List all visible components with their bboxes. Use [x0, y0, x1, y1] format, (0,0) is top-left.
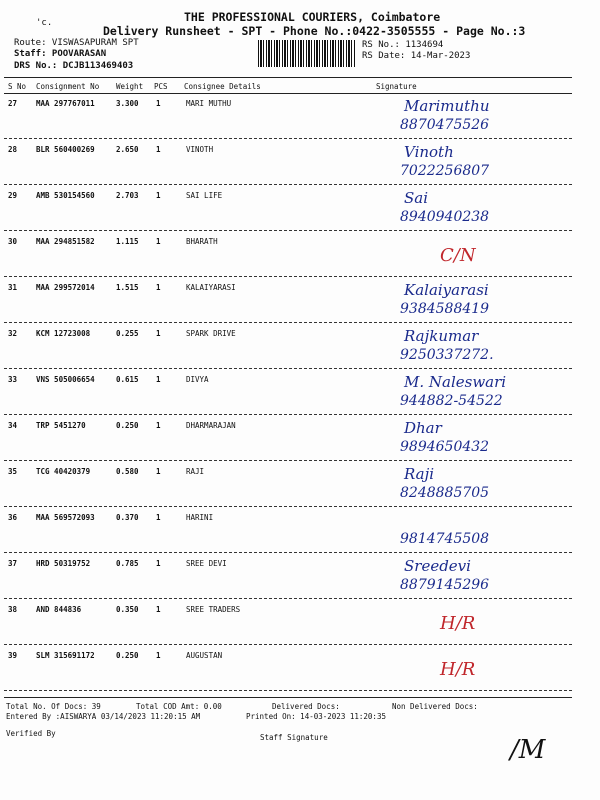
row-separator [4, 184, 572, 185]
col-sno: S No [8, 82, 27, 91]
row-pcs: 1 [156, 559, 161, 568]
route-label: Route: VISWASAPURAM SPT [14, 38, 139, 48]
staff-label: Staff: POOVARASAN [14, 49, 107, 59]
row-separator [4, 460, 572, 461]
row-handwritten-phone: 9384588419 [400, 301, 490, 317]
printed-on: Printed On: 14-03-2023 11:20:35 [246, 712, 386, 721]
row-pcs: 1 [156, 191, 161, 200]
row-sno: 31 [8, 283, 18, 292]
document-title: THE PROFESSIONAL COURIERS, Coimbatore [184, 10, 441, 24]
row-weight: 0.255 [116, 329, 139, 338]
row-consignment-no: MAA 569572093 [36, 513, 95, 522]
row-consignment-no: HRD 50319752 [36, 559, 91, 568]
row-handwritten-phone: 8870475526 [400, 117, 490, 133]
col-pcs: PCS [154, 82, 168, 91]
row-handwritten-phone: 9894650432 [400, 439, 490, 455]
row-consignment-no: KCM 12723008 [36, 329, 91, 338]
row-weight: 1.115 [116, 237, 139, 246]
row-pcs: 1 [156, 99, 161, 108]
row-handwritten-mark: H/R [440, 613, 476, 634]
row-consignee: RAJI [186, 467, 205, 476]
document-subtitle: Delivery Runsheet - SPT - Phone No.:0422-3505555 - Page No.:3 [103, 24, 526, 38]
row-consignee: KALAIYARASI [186, 283, 236, 292]
corner-mark: 'c. [36, 18, 53, 28]
row-handwritten-phone: 8879145296 [400, 577, 490, 593]
row-handwritten-signature: Sreedevi [404, 557, 471, 575]
row-pcs: 1 [156, 237, 161, 246]
col-weight: Weight [116, 82, 144, 91]
drs-number: DRS No.: DCJB113469403 [14, 61, 134, 71]
row-separator [4, 322, 572, 323]
col-consignee: Consignee Details [184, 82, 261, 91]
col-consignment: Consignment No [36, 82, 100, 91]
row-consignment-no: MAA 294851582 [36, 237, 95, 246]
row-consignee: SAI LIFE [186, 191, 223, 200]
rs-date: RS Date: 14-Mar-2023 [362, 51, 471, 61]
row-separator [4, 644, 572, 645]
row-consignee: VINOTH [186, 145, 214, 154]
row-consignment-no: AMB 530154560 [36, 191, 95, 200]
row-consignment-no: MAA 297767011 [36, 99, 95, 108]
total-docs: Total No. Of Docs: 39 [6, 702, 101, 711]
non-delivered-docs: Non Delivered Docs: [392, 702, 478, 711]
row-separator [4, 230, 572, 231]
col-signature: Signature [376, 82, 417, 91]
row-handwritten-phone: 8940940238 [400, 209, 490, 225]
row-handwritten-mark: C/N [440, 245, 476, 266]
row-weight: 2.703 [116, 191, 139, 200]
row-consignee: SPARK DRIVE [186, 329, 236, 338]
row-handwritten-phone: 8248885705 [400, 485, 490, 501]
row-sno: 35 [8, 467, 18, 476]
row-pcs: 1 [156, 145, 161, 154]
row-sno: 28 [8, 145, 18, 154]
row-pcs: 1 [156, 329, 161, 338]
row-consignee: BHARATH [186, 237, 218, 246]
row-handwritten-signature: M. Naleswari [404, 373, 507, 391]
row-pcs: 1 [156, 605, 161, 614]
row-weight: 3.300 [116, 99, 139, 108]
row-handwritten-signature: Dhar [404, 419, 442, 437]
entered-by: Entered By :AISWARYA 03/14/2023 11:20:15 AM [6, 712, 201, 721]
row-separator [4, 368, 572, 369]
barcode [258, 40, 356, 67]
row-handwritten-signature: Kalaiyarasi [404, 281, 489, 299]
row-handwritten-signature: Marimuthu [404, 97, 490, 115]
row-handwritten-phone: 9250337272. [400, 347, 494, 363]
row-handwritten-phone: 944882-54522 [400, 393, 503, 409]
row-weight: 2.650 [116, 145, 139, 154]
row-handwritten-signature: Raji [404, 465, 435, 483]
row-pcs: 1 [156, 421, 161, 430]
row-pcs: 1 [156, 467, 161, 476]
row-separator [4, 276, 572, 277]
final-signature-mark: /M [510, 735, 546, 765]
staff-signature-label: Staff Signature [260, 733, 328, 742]
row-handwritten-signature: Rajkumar [404, 327, 479, 345]
row-consignment-no: SLM 315691172 [36, 651, 95, 660]
row-consignee: SREE DEVI [186, 559, 227, 568]
row-consignee: HARINI [186, 513, 214, 522]
total-cod: Total COD Amt: 0.00 [136, 702, 222, 711]
row-sno: 34 [8, 421, 18, 430]
row-consignment-no: VNS 505006654 [36, 375, 95, 384]
header-rule-top [4, 77, 572, 78]
row-consignee: AUGUSTAN [186, 651, 223, 660]
row-pcs: 1 [156, 513, 161, 522]
row-handwritten-phone: 7022256807 [400, 163, 490, 179]
row-weight: 0.580 [116, 467, 139, 476]
row-consignment-no: TRP 5451270 [36, 421, 86, 430]
row-consignee: MARI MUTHU [186, 99, 232, 108]
row-sno: 32 [8, 329, 18, 338]
row-separator [4, 690, 572, 691]
row-sno: 37 [8, 559, 18, 568]
row-weight: 0.250 [116, 651, 139, 660]
row-separator [4, 138, 572, 139]
row-handwritten-signature: Sai [404, 189, 429, 207]
footer-rule [4, 697, 572, 698]
row-consignment-no: AND 844836 [36, 605, 82, 614]
row-sno: 39 [8, 651, 18, 660]
row-weight: 0.250 [116, 421, 139, 430]
header-rule-bottom [4, 93, 572, 94]
row-consignee: SREE TRADERS [186, 605, 241, 614]
row-handwritten-signature: Vinoth [404, 143, 454, 161]
row-consignment-no: TCG 40420379 [36, 467, 91, 476]
row-sno: 33 [8, 375, 18, 384]
row-handwritten-phone: 9814745508 [400, 531, 490, 547]
row-consignment-no: BLR 560400269 [36, 145, 95, 154]
row-separator [4, 598, 572, 599]
verified-by: Verified By [6, 729, 56, 738]
row-weight: 0.785 [116, 559, 139, 568]
row-sno: 29 [8, 191, 18, 200]
row-sno: 30 [8, 237, 18, 246]
row-separator [4, 506, 572, 507]
row-pcs: 1 [156, 375, 161, 384]
row-handwritten-mark: H/R [440, 659, 476, 680]
row-separator [4, 414, 572, 415]
row-consignee: DIVYA [186, 375, 209, 384]
delivered-docs: Delivered Docs: [272, 702, 340, 711]
row-separator [4, 552, 572, 553]
row-sno: 36 [8, 513, 18, 522]
row-pcs: 1 [156, 651, 161, 660]
row-weight: 0.615 [116, 375, 139, 384]
row-weight: 0.350 [116, 605, 139, 614]
row-consignment-no: MAA 299572014 [36, 283, 95, 292]
row-consignee: DHARMARAJAN [186, 421, 236, 430]
row-pcs: 1 [156, 283, 161, 292]
row-sno: 27 [8, 99, 18, 108]
rs-number: RS No.: 1134694 [362, 40, 444, 50]
row-weight: 0.370 [116, 513, 139, 522]
row-sno: 38 [8, 605, 18, 614]
row-weight: 1.515 [116, 283, 139, 292]
